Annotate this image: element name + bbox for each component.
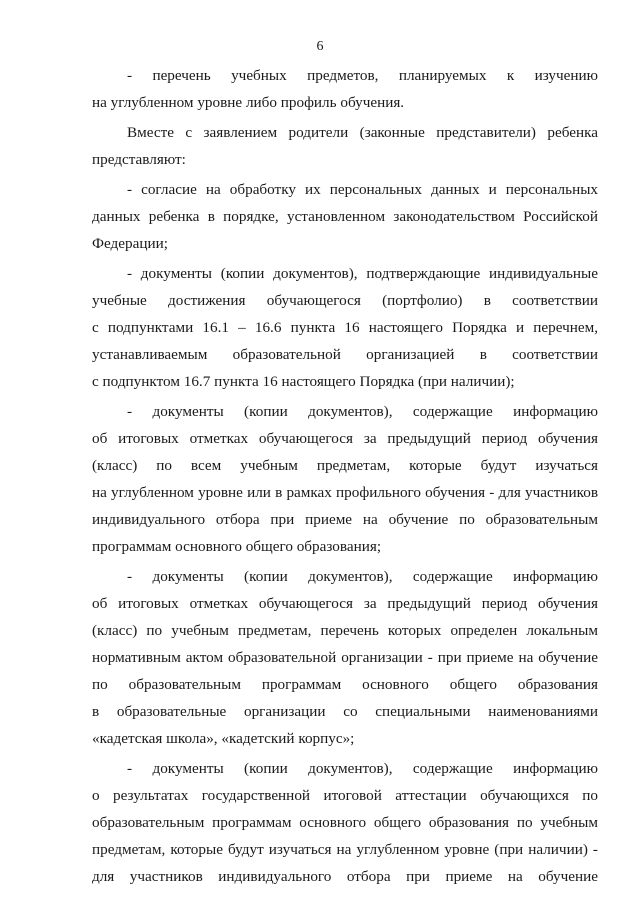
paragraph-line: с подпунктами 16.1 – 16.6 пункта 16 настоящего Порядка и перечнем,: [92, 319, 598, 336]
paragraph-line: - документы (копии документов), подтверждающие индивидуальные: [127, 265, 598, 282]
paragraph-line: об итоговых отметках обучающегося за предыдущий период обучения: [92, 430, 598, 447]
paragraph-line: на углубленном уровне или в рамках профильного обучения - для участников: [92, 484, 598, 501]
paragraph-line: - документы (копии документов), содержащие информацию: [127, 403, 598, 420]
paragraph-line: на углубленном уровне либо профиль обучения.: [92, 94, 405, 111]
paragraph-line: - документы (копии документов), содержащие информацию: [127, 760, 598, 777]
document-body: [92, 62, 598, 890]
paragraph-line: (класс) по учебным предметам, перечень которых определен локальным: [92, 622, 598, 639]
paragraph-line: для участников индивидуального отбора при приеме на обучение: [92, 868, 598, 885]
paragraph-line: в образовательные организации со специальными наименованиями: [92, 703, 598, 720]
paragraph-line: индивидуального отбора при приеме на обучение по образовательным: [92, 511, 598, 528]
paragraph-line: предметам, которые будут изучаться на углубленном уровне (при наличии) -: [92, 841, 598, 858]
paragraph-line: Федерации;: [92, 235, 168, 252]
paragraph-line: образовательным программам основного общего образования по учебным: [92, 814, 598, 831]
paragraph-line: об итоговых отметках обучающегося за предыдущий период обучения: [92, 595, 598, 612]
paragraph-line: «кадетская школа», «кадетский корпус»;: [92, 730, 355, 747]
paragraph-line: представляют:: [92, 151, 186, 168]
paragraph-line: - документы (копии документов), содержащие информацию: [127, 568, 598, 585]
paragraph-line: Вместе с заявлением родители (законные представители) ребенка: [127, 124, 598, 141]
paragraph-line: устанавливаемым образовательной организацией в соответствии: [92, 346, 598, 363]
paragraph-line: (класс) по всем учебным предметам, которые будут изучаться: [92, 457, 598, 474]
paragraph-line: с подпунктом 16.7 пункта 16 настоящего Порядка (при наличии);: [92, 373, 515, 390]
paragraph-line: данных ребенка в порядке, установленном законодательством Российской: [92, 208, 598, 225]
paragraph-line: нормативным актом образовательной организации - при приеме на обучение: [92, 649, 598, 666]
paragraph-line: по образовательным программам основного общего образования: [92, 676, 598, 693]
page-number: 6: [316, 39, 324, 54]
paragraph-line: о результатах государственной итоговой аттестации обучающихся по: [92, 787, 598, 804]
paragraph-line: - перечень учебных предметов, планируемых к изучению: [127, 67, 598, 84]
paragraph-line: учебные достижения обучающегося (портфолио) в соответствии: [92, 292, 598, 309]
paragraph-line: - согласие на обработку их персональных данных и персональных: [127, 181, 598, 198]
paragraph-line: программам основного общего образования;: [92, 538, 382, 555]
